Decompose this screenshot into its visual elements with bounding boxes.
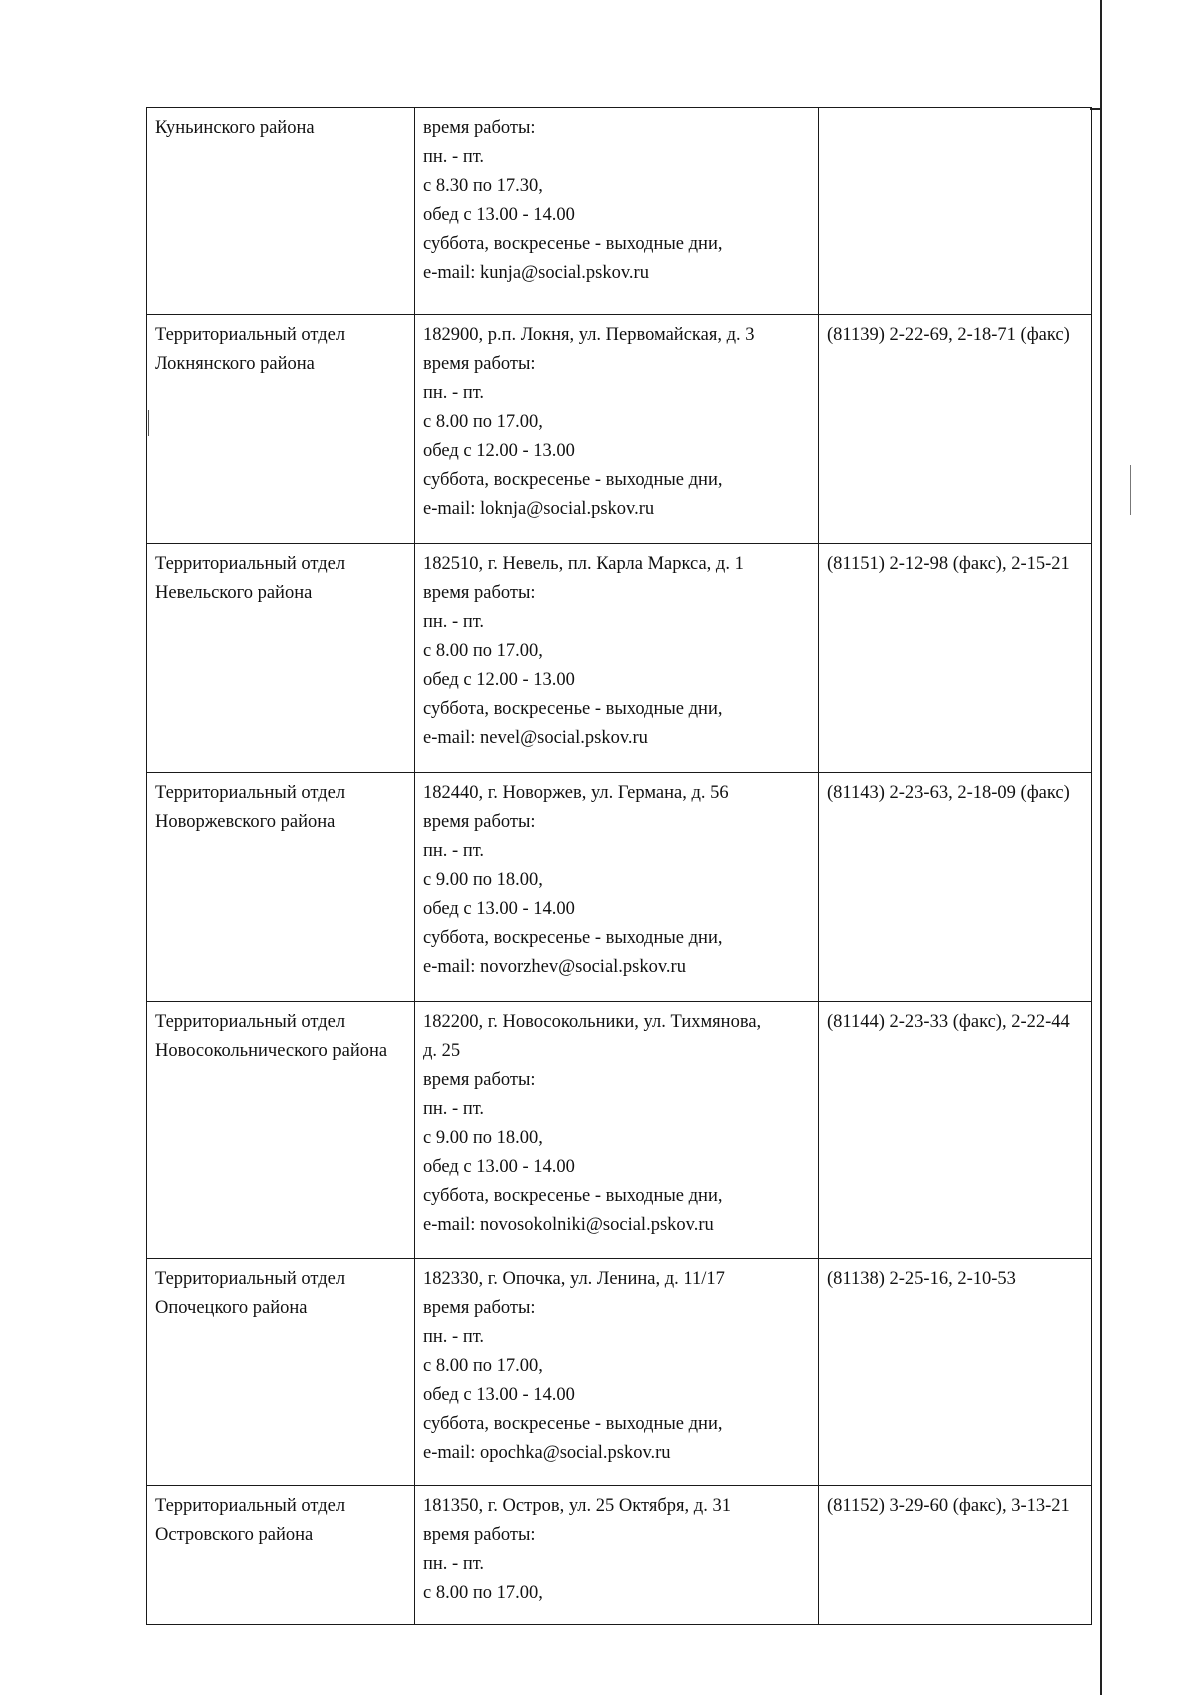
email-line: e-mail: novorzhev@social.pskov.ru: [423, 957, 686, 977]
address-line: суббота, воскресенье - выходные дни,: [423, 234, 723, 254]
scan-artifact: [1130, 465, 1131, 515]
office-phone-cell: [819, 1259, 1092, 1486]
address-line: время работы:: [423, 354, 536, 374]
office-phone-cell: [819, 1002, 1092, 1259]
office-name-line: Территориальный отдел: [155, 1269, 346, 1289]
office-phone-cell: [819, 108, 1092, 315]
address-line: суббота, воскресенье - выходные дни,: [423, 470, 723, 490]
office-name-line: Локнянского района: [155, 354, 315, 374]
phone-text: (81143) 2-23-63, 2-18-09 (факс): [827, 783, 1070, 803]
address-line: обед с 13.00 - 14.00: [423, 899, 575, 919]
office-name-cell: [147, 315, 415, 544]
office-name-line: Куньинского района: [155, 118, 315, 138]
office-address-cell: [415, 108, 819, 315]
address-line: 182330, г. Опочка, ул. Ленина, д. 11/17: [423, 1269, 725, 1289]
office-name-line: Территориальный отдел: [155, 554, 346, 574]
office-name-line: Территориальный отдел: [155, 325, 346, 345]
address-line: пн. - пт.: [423, 1327, 485, 1347]
table-row: [147, 1486, 1092, 1625]
office-address-cell: [415, 1486, 819, 1625]
office-address-cell: [415, 1259, 819, 1486]
office-name-line: Территориальный отдел: [155, 1012, 346, 1032]
address-line: время работы:: [423, 1070, 536, 1090]
office-name-cell: [147, 1486, 415, 1625]
office-name-line: Опочецкого района: [155, 1298, 308, 1318]
address-line: суббота, воскресенье - выходные дни,: [423, 928, 723, 948]
address-line: пн. - пт.: [423, 612, 485, 632]
email-line: e-mail: nevel@social.pskov.ru: [423, 728, 648, 748]
table-row: [147, 1259, 1092, 1486]
address-line: время работы:: [423, 1298, 536, 1318]
email-line: e-mail: kunja@social.pskov.ru: [423, 263, 649, 283]
office-name-line: Территориальный отдел: [155, 1496, 346, 1516]
address-line: обед с 12.00 - 13.00: [423, 441, 575, 461]
address-line: 182440, г. Новоржев, ул. Германа, д. 56: [423, 783, 729, 803]
address-line: пн. - пт.: [423, 147, 485, 167]
address-line: с 8.00 по 17.00,: [423, 641, 543, 661]
office-name-line: Новосокольнического района: [155, 1041, 388, 1061]
address-line: с 9.00 по 18.00,: [423, 1128, 543, 1148]
address-line: пн. - пт.: [423, 841, 485, 861]
table-row: [147, 315, 1092, 544]
office-name-cell: [147, 544, 415, 773]
phone-text: (81139) 2-22-69, 2-18-71 (факс): [827, 325, 1070, 345]
office-address-cell: [415, 544, 819, 773]
address-line: обед с 12.00 - 13.00: [423, 670, 575, 690]
phone-text: (81151) 2-12-98 (факс), 2-15-21: [827, 554, 1070, 574]
address-line: д. 25: [423, 1041, 461, 1061]
office-phone-cell: [819, 544, 1092, 773]
address-line: с 8.00 по 17.00,: [423, 412, 543, 432]
address-line: время работы:: [423, 583, 536, 603]
address-line: время работы:: [423, 1525, 536, 1545]
office-name-cell: [147, 1002, 415, 1259]
email-line: e-mail: novosokolniki@social.pskov.ru: [423, 1215, 714, 1235]
address-line: 182200, г. Новосокольники, ул. Тихмянова,: [423, 1012, 762, 1032]
office-address-cell: [415, 1002, 819, 1259]
phone-text: (81138) 2-25-16, 2-10-53: [827, 1269, 1016, 1289]
address-line: пн. - пт.: [423, 1554, 485, 1574]
office-name-cell: [147, 773, 415, 1002]
office-address-cell: [415, 315, 819, 544]
address-line: суббота, воскресенье - выходные дни,: [423, 1186, 723, 1206]
office-name-cell: [147, 1259, 415, 1486]
address-line: суббота, воскресенье - выходные дни,: [423, 1414, 723, 1434]
address-line: пн. - пт.: [423, 1099, 485, 1119]
table-row: [147, 1002, 1092, 1259]
address-line: обед с 13.00 - 14.00: [423, 1157, 575, 1177]
office-phone-cell: [819, 315, 1092, 544]
address-line: время работы:: [423, 812, 536, 832]
page-edge-line: [1100, 0, 1102, 1695]
office-address-cell: [415, 773, 819, 1002]
table-row: [147, 773, 1092, 1002]
table-row: [147, 108, 1092, 315]
address-line: суббота, воскресенье - выходные дни,: [423, 699, 723, 719]
address-line: с 8.30 по 17.30,: [423, 176, 543, 196]
address-line: время работы:: [423, 118, 536, 138]
office-name-line: Островского района: [155, 1525, 314, 1545]
email-line: e-mail: opochka@social.pskov.ru: [423, 1443, 671, 1463]
address-line: 182900, р.п. Локня, ул. Первомайская, д. 3: [423, 325, 755, 345]
address-line: с 9.00 по 18.00,: [423, 870, 543, 890]
table-row: [147, 544, 1092, 773]
offices-table: [146, 107, 1092, 1625]
address-line: обед с 13.00 - 14.00: [423, 205, 575, 225]
address-line: с 8.00 по 17.00,: [423, 1356, 543, 1376]
office-name-line: Территориальный отдел: [155, 783, 346, 803]
address-line: с 8.00 по 17.00,: [423, 1583, 543, 1603]
email-line: e-mail: loknja@social.pskov.ru: [423, 499, 655, 519]
address-line: пн. - пт.: [423, 383, 485, 403]
phone-text: (81144) 2-23-33 (факс), 2-22-44: [827, 1012, 1070, 1032]
office-name-line: Новоржевского района: [155, 812, 336, 832]
office-phone-cell: [819, 1486, 1092, 1625]
office-name-line: Невельского района: [155, 583, 313, 603]
phone-text: (81152) 3-29-60 (факс), 3-13-21: [827, 1496, 1070, 1516]
office-name-cell: [147, 108, 415, 315]
address-line: 181350, г. Остров, ул. 25 Октября, д. 31: [423, 1496, 731, 1516]
address-line: обед с 13.00 - 14.00: [423, 1385, 575, 1405]
office-phone-cell: [819, 773, 1092, 1002]
address-line: 182510, г. Невель, пл. Карла Маркса, д. 1: [423, 554, 744, 574]
